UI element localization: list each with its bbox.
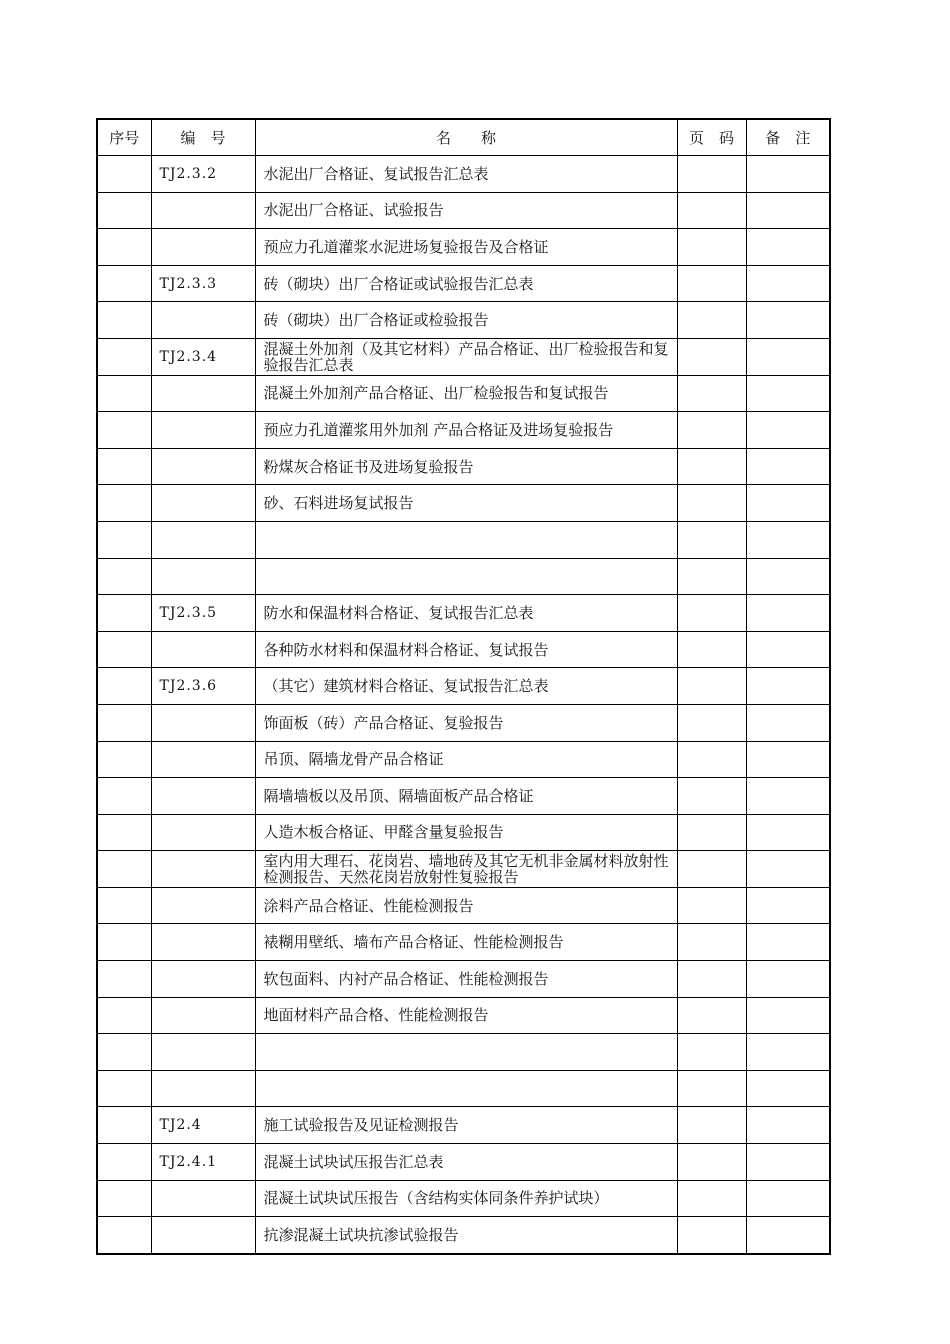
remark-cell [746, 631, 830, 668]
seq-cell [97, 924, 151, 961]
remark-cell [746, 338, 830, 375]
name-cell: 软包面料、内衬产品合格证、性能检测报告 [255, 961, 677, 998]
page-cell [677, 595, 746, 632]
seq-cell [97, 1107, 151, 1144]
name-cell: （其它）建筑材料合格证、复试报告汇总表 [255, 668, 677, 705]
page-cell [677, 558, 746, 595]
page-cell [677, 997, 746, 1034]
table-row [97, 997, 830, 1034]
seq-cell [97, 631, 151, 668]
seq-cell [97, 1070, 151, 1107]
remark-cell [746, 778, 830, 815]
remark-cell [746, 1107, 830, 1144]
table-row [97, 595, 830, 632]
remark-cell [746, 997, 830, 1034]
table-row [97, 1144, 830, 1181]
code-cell [151, 375, 255, 412]
page-cell [677, 1217, 746, 1254]
header-row [97, 119, 830, 156]
page-cell [677, 924, 746, 961]
page-cell [677, 521, 746, 558]
page-cell [677, 1180, 746, 1217]
table-row [97, 887, 830, 924]
remark-cell [746, 1034, 830, 1071]
remark-cell [746, 961, 830, 998]
page-cell [677, 778, 746, 815]
seq-cell [97, 265, 151, 302]
remark-cell [746, 1070, 830, 1107]
code-cell [151, 778, 255, 815]
name-cell: 施工试验报告及见证检测报告 [255, 1107, 677, 1144]
table-row [97, 778, 830, 815]
table-row [97, 924, 830, 961]
remark-cell [746, 851, 830, 888]
seq-cell [97, 961, 151, 998]
name-cell [255, 1034, 677, 1071]
remark-cell [746, 521, 830, 558]
remark-cell [746, 558, 830, 595]
name-cell: 隔墙墙板以及吊顶、隔墙面板产品合格证 [255, 778, 677, 815]
code-cell [151, 412, 255, 449]
name-cell: 涂料产品合格证、性能检测报告 [255, 887, 677, 924]
code-cell: TJ2.4.1 [151, 1144, 255, 1181]
seq-cell [97, 741, 151, 778]
code-cell [151, 448, 255, 485]
table-row [97, 156, 830, 193]
page-cell [677, 412, 746, 449]
name-cell: 混凝土试块试压报告汇总表 [255, 1144, 677, 1181]
code-cell [151, 631, 255, 668]
remark-cell [746, 1217, 830, 1254]
table-row [97, 1180, 830, 1217]
name-cell: 吊顶、隔墙龙骨产品合格证 [255, 741, 677, 778]
name-cell: 水泥出厂合格证、复试报告汇总表 [255, 156, 677, 193]
seq-cell [97, 302, 151, 339]
page-cell [677, 851, 746, 888]
page-cell [677, 814, 746, 851]
code-cell [151, 924, 255, 961]
table-row [97, 412, 830, 449]
seq-cell [97, 1034, 151, 1071]
name-cell: 防水和保温材料合格证、复试报告汇总表 [255, 595, 677, 632]
page-cell [677, 229, 746, 266]
name-cell: 粉煤灰合格证书及进场复验报告 [255, 448, 677, 485]
remark-cell [746, 814, 830, 851]
table-row [97, 302, 830, 339]
seq-cell [97, 338, 151, 375]
page-cell [677, 887, 746, 924]
table-row [97, 485, 830, 522]
seq-cell [97, 778, 151, 815]
table-row [97, 851, 830, 888]
table-row [97, 961, 830, 998]
name-cell: 混凝土外加剂产品合格证、出厂检验报告和复试报告 [255, 375, 677, 412]
name-cell: 砂、石料进场复试报告 [255, 485, 677, 522]
remark-cell [746, 887, 830, 924]
seq-cell [97, 1180, 151, 1217]
name-cell [255, 1070, 677, 1107]
page-cell [677, 338, 746, 375]
seq-cell [97, 887, 151, 924]
remark-cell [746, 265, 830, 302]
seq-cell [97, 375, 151, 412]
remark-cell [746, 192, 830, 229]
name-cell: 抗渗混凝土试块抗渗试验报告 [255, 1217, 677, 1254]
code-cell [151, 1180, 255, 1217]
code-cell: TJ2.3.2 [151, 156, 255, 193]
name-cell: 砖（砌块）出厂合格证或试验报告汇总表 [255, 265, 677, 302]
seq-cell [97, 521, 151, 558]
code-cell [151, 1034, 255, 1071]
table-row [97, 631, 830, 668]
code-cell [151, 741, 255, 778]
seq-cell [97, 229, 151, 266]
table-row [97, 338, 830, 375]
code-cell: TJ2.3.6 [151, 668, 255, 705]
seq-cell [97, 192, 151, 229]
table-body [97, 156, 830, 1254]
table-row [97, 668, 830, 705]
code-cell [151, 704, 255, 741]
table-row [97, 558, 830, 595]
document-index-table [96, 118, 831, 1255]
name-cell: 饰面板（砖）产品合格证、复验报告 [255, 704, 677, 741]
page-cell [677, 704, 746, 741]
remark-cell [746, 375, 830, 412]
code-cell [151, 521, 255, 558]
table-row [97, 375, 830, 412]
name-cell: 预应力孔道灌浆水泥进场复验报告及合格证 [255, 229, 677, 266]
code-cell: TJ2.4 [151, 1107, 255, 1144]
table-row [97, 1070, 830, 1107]
table-row [97, 229, 830, 266]
name-cell: 水泥出厂合格证、试验报告 [255, 192, 677, 229]
code-cell [151, 961, 255, 998]
name-cell: 各种防水材料和保温材料合格证、复试报告 [255, 631, 677, 668]
name-cell: 砖（砌块）出厂合格证或检验报告 [255, 302, 677, 339]
seq-cell [97, 668, 151, 705]
remark-cell [746, 595, 830, 632]
code-cell [151, 485, 255, 522]
page-cell [677, 485, 746, 522]
name-cell: 裱糊用壁纸、墙布产品合格证、性能检测报告 [255, 924, 677, 961]
name-cell: 人造木板合格证、甲醛含量复验报告 [255, 814, 677, 851]
seq-cell [97, 1144, 151, 1181]
table-row [97, 704, 830, 741]
page-cell [677, 668, 746, 705]
remark-cell [746, 485, 830, 522]
header-seq: 序号 [97, 119, 151, 156]
header-name: 名 称 [255, 119, 677, 156]
page-cell [677, 265, 746, 302]
seq-cell [97, 595, 151, 632]
seq-cell [97, 412, 151, 449]
remark-cell [746, 412, 830, 449]
page-cell [677, 448, 746, 485]
code-cell: TJ2.3.5 [151, 595, 255, 632]
remark-cell [746, 156, 830, 193]
remark-cell [746, 229, 830, 266]
seq-cell [97, 156, 151, 193]
name-cell: 地面材料产品合格、性能检测报告 [255, 997, 677, 1034]
table-row [97, 521, 830, 558]
table-row [97, 1034, 830, 1071]
remark-cell [746, 302, 830, 339]
seq-cell [97, 558, 151, 595]
code-cell [151, 997, 255, 1034]
seq-cell [97, 997, 151, 1034]
table-row [97, 265, 830, 302]
remark-cell [746, 668, 830, 705]
code-cell [151, 851, 255, 888]
seq-cell [97, 485, 151, 522]
page-cell [677, 156, 746, 193]
seq-cell [97, 851, 151, 888]
page-cell [677, 1144, 746, 1181]
page-cell [677, 1034, 746, 1071]
page-cell [677, 741, 746, 778]
code-cell [151, 814, 255, 851]
page-cell [677, 631, 746, 668]
table-row [97, 192, 830, 229]
header-code: 编 号 [151, 119, 255, 156]
code-cell: TJ2.3.3 [151, 265, 255, 302]
header-remark: 备 注 [746, 119, 830, 156]
page-cell [677, 1107, 746, 1144]
name-cell [255, 558, 677, 595]
name-cell: 混凝土试块试压报告（含结构实体同条件养护试块） [255, 1180, 677, 1217]
code-cell [151, 558, 255, 595]
code-cell: TJ2.3.4 [151, 338, 255, 375]
page-cell [677, 192, 746, 229]
header-page: 页 码 [677, 119, 746, 156]
table-row [97, 1107, 830, 1144]
name-cell: 预应力孔道灌浆用外加剂 产品合格证及进场复验报告 [255, 412, 677, 449]
page-cell [677, 375, 746, 412]
name-cell: 混凝土外加剂（及其它材料）产品合格证、出厂检验报告和复验报告汇总表 [255, 338, 677, 375]
remark-cell [746, 1180, 830, 1217]
table-row [97, 448, 830, 485]
remark-cell [746, 448, 830, 485]
page-cell [677, 1070, 746, 1107]
remark-cell [746, 704, 830, 741]
table-row [97, 814, 830, 851]
table-row [97, 1217, 830, 1254]
code-cell [151, 192, 255, 229]
table-row [97, 741, 830, 778]
page-cell [677, 961, 746, 998]
seq-cell [97, 448, 151, 485]
seq-cell [97, 1217, 151, 1254]
code-cell [151, 302, 255, 339]
seq-cell [97, 814, 151, 851]
code-cell [151, 887, 255, 924]
remark-cell [746, 741, 830, 778]
name-cell: 室内用大理石、花岗岩、墙地砖及其它无机非金属材料放射性检测报告、天然花岗岩放射性复验报告 [255, 851, 677, 888]
page-cell [677, 302, 746, 339]
remark-cell [746, 924, 830, 961]
remark-cell [746, 1144, 830, 1181]
code-cell [151, 229, 255, 266]
seq-cell [97, 704, 151, 741]
code-cell [151, 1217, 255, 1254]
code-cell [151, 1070, 255, 1107]
name-cell [255, 521, 677, 558]
